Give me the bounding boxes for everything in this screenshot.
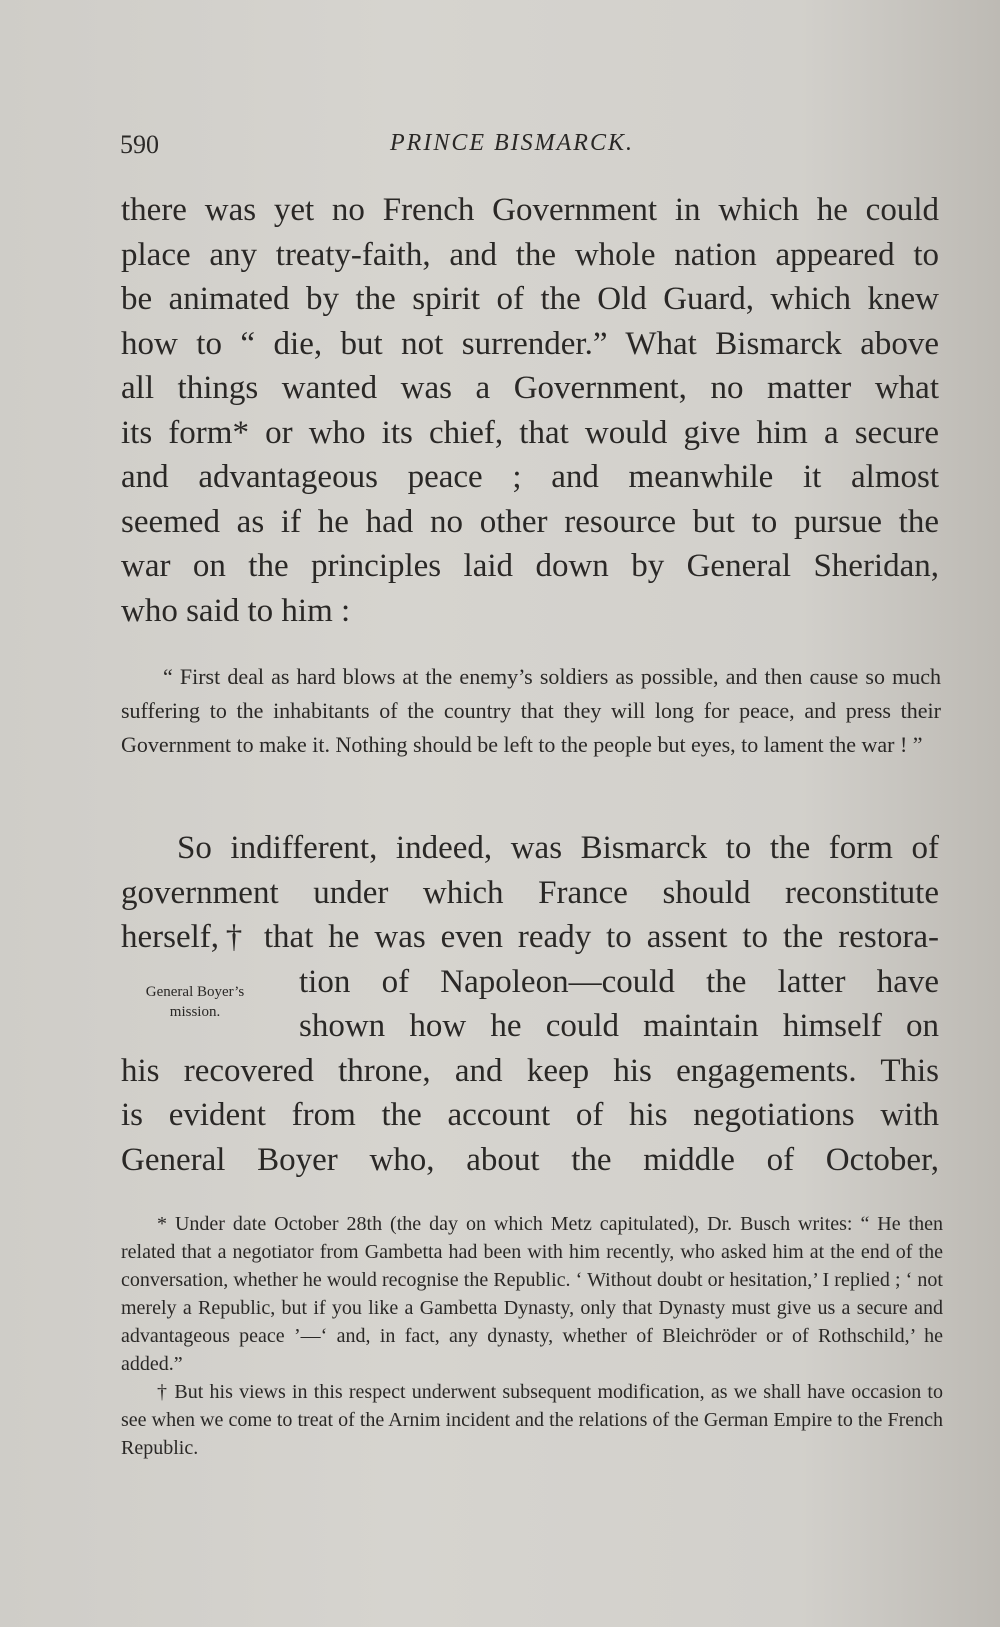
- text-line: be animated by the spirit of the Old Guard, which knew: [121, 281, 939, 317]
- text-line: war on the principles laid down by General Sheridan,: [121, 548, 939, 584]
- text-line: its form* or who its chief, that would give him a secure: [121, 414, 939, 451]
- footnotes: [121, 1210, 943, 1462]
- text-line: So indifferent, indeed, was Bismarck to the form of: [177, 830, 939, 866]
- text-line: seemed as if he had no other resource but to pursue the: [121, 503, 939, 540]
- text-line: who said to him :: [121, 592, 351, 629]
- text-line: how to “ die, but not surrender.” What Bismarck above: [121, 325, 939, 362]
- text-line: there was yet no French Government in which he could: [121, 192, 939, 228]
- text-line: shown how he could maintain himself on: [299, 1008, 939, 1044]
- footnote-dagger: † But his views in this respect underwent subsequent modification, as we shall have occasion to see when we come to treat of the Arnim incident and the relations of the German Empire to the French Republic.: [121, 1381, 943, 1459]
- margin-note-line: General Boyer’s: [145, 984, 245, 1000]
- text-line: is evident from the account of his negotiations with: [121, 1097, 939, 1133]
- text-line: and advantageous peace ; and meanwhile it almost: [121, 459, 939, 495]
- footnote-star: * Under date October 28th (the day on which Metz capitulated), Dr. Busch writes: “ He then related that a negotiator from Gambetta had been with him recently, who asked him at the end of the conversation, whether he would recognise the Republic. ‘ Without doubt or hesitation,’ I replied ; ‘ not merely a Republic, but if you like a Gambetta Dynasty, only that Dynasty must give us a secure and advantageous peace ’—‘ and, in fact, any dynasty, whether of Bleichröder or of Rothschild,’ he added.”: [121, 1213, 943, 1375]
- quote-text: “ First deal as hard blows at the enemy’s soldiers as possible, and then cause so much suffering to the inhabitants of the country that they will long for peace, and press their Government to make it. Nothing should be left to the people but eyes, to lament the war ! ”: [121, 664, 941, 757]
- text-line: government under which France should reconstitute: [121, 874, 939, 911]
- text-line: his recovered throne, and keep his engagements. This: [121, 1052, 939, 1089]
- text-line: all things wanted was a Government, no matter what: [121, 370, 939, 406]
- text-line: place any treaty-faith, and the whole nation appeared to: [121, 236, 939, 273]
- running-head: PRINCE BISMARCK.: [390, 130, 634, 156]
- block-quote: [121, 660, 941, 762]
- page-number: 590: [120, 130, 159, 159]
- text-line: herself,† that he was even ready to assent to the restora-: [121, 919, 939, 955]
- text-line: tion of Napoleon—could the latter have: [299, 963, 939, 1000]
- page-header: [120, 130, 940, 170]
- margin-note-line: mission.: [169, 1004, 221, 1020]
- margin-note: [110, 982, 280, 1022]
- text-line: General Boyer who, about the middle of October,: [121, 1141, 939, 1178]
- paragraph-1: [121, 188, 939, 633]
